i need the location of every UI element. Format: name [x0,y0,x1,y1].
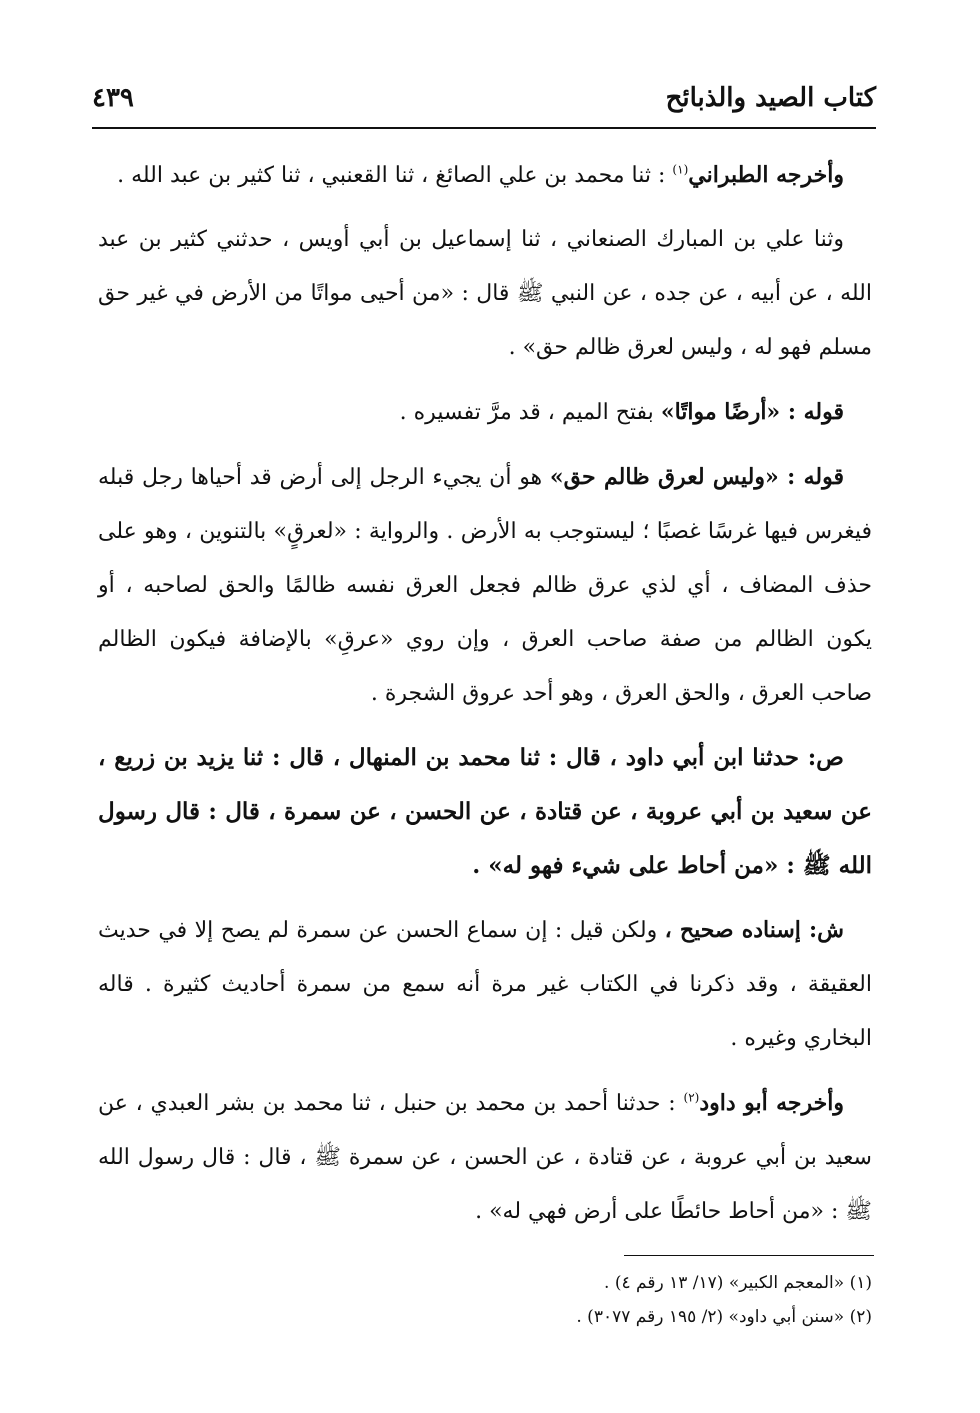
paragraph-second-chain [98,213,872,375]
paragraph-lead: قوله : «أرضًا مواتًا» [660,399,844,425]
running-header [92,78,876,122]
main-text [98,148,872,1249]
paragraph-text: بفتح الميم ، قد مرَّ تفسيره . [399,400,654,425]
footnote-2: (٢) «سنن أبي داود» (٢/ ١٩٥ رقم ٣٠٧٧) . [576,1307,872,1327]
page-number: ٤٣٩ [92,83,134,113]
paragraph-explanation-mawat [98,385,872,440]
matn-hadith [98,731,872,893]
paragraph-lead: وأخرجه الطبراني [688,162,844,188]
paragraph-lead: وأخرجه أبو داود [699,1090,845,1116]
footnote-ref-2: (٢) [683,1090,700,1105]
header-divider [92,127,876,129]
paragraph-text: وثنا علي بن المبارك الصنعاني ، ثنا إسماعيل بن أبي أويس ، حدثني كثير بن عبد الله ، عن أبيه ، عن جده ، عن النبي ﷺ قال : «من أحيى مواتًا من الأرض في غير حق مسلم فهو له ، وليس لعرق ظالم حق» . [98,227,872,360]
paragraph-text: : حدثنا أحمد بن محمد بن حنبل ، ثنا محمد بن بشر العبدي ، عن سعيد بن أبي عروبة ، عن قتادة ، عن الحسن ، عن سمرة ﷺ ، قال : قال رسول الله ﷺ : «من أحاط حائطًا على أرض فهي له» . [98,1091,872,1224]
sharh-text: ولكن قيل : إن سماع الحسن عن سمرة لم يصح إلا في حديث العقيقة ، وقد ذكرنا في الكتاب غير مرة أنه سمع من سمرة أحاديث كثيرة . قاله البخاري وغيره . [98,918,872,1051]
footnote-ref-1: (١) [672,162,689,177]
sharh-lead: ش: إسناده صحيح ، [664,917,844,943]
chapter-title: كتاب الصيد والذبائح [665,83,876,113]
footnotes [98,1266,872,1334]
matn-text: ص: حدثنا ابن أبي داود ، قال : ثنا محمد بن المنهال ، قال : ثنا يزيد بن زريع ، عن سعيد بن أبي عروبة ، عن قتادة ، عن الحسن ، عن سمرة ، قال : قال رسول الله ﷺ : «من أحاط على شيء فهو له» . [98,744,872,879]
footnote-1: (١) «المعجم الكبير» (١٧/ ١٣ رقم ٤) . [604,1273,872,1293]
sharh-paragraph [98,903,872,1066]
paragraph-lead: قوله : «وليس لعرق ظالم حق» [549,464,845,490]
paragraph-text: هو أن يجيء الرجل إلى أرض قد أحياها رجل قبله فيغرس فيها غرسًا غصبًا ؛ ليستوجب به الأرض . والرواية : «لعرقٍ» بالتنوين ، وهو على حذف المضاف ، أي لذي عرق ظالم فجعل العرق نفسه ظالمًا والحق لصاحبه ، أو يكون الظالم من صفة صاحب العرق ، وإن روي «عرقِ» بالإضافة فيكون الظالم صاحب العرق ، والحق العرق ، وهو أحد عروق الشجرة . [98,465,872,706]
paragraph-text: : ثنا محمد بن علي الصائغ ، ثنا القعنبي ، ثنا كثير بن عبد الله . [117,163,666,188]
paragraph-abu-dawud [98,1076,872,1239]
paragraph-explanation-irq [98,450,872,721]
footnote-divider [624,1255,874,1256]
paragraph-tabarani [98,148,872,203]
